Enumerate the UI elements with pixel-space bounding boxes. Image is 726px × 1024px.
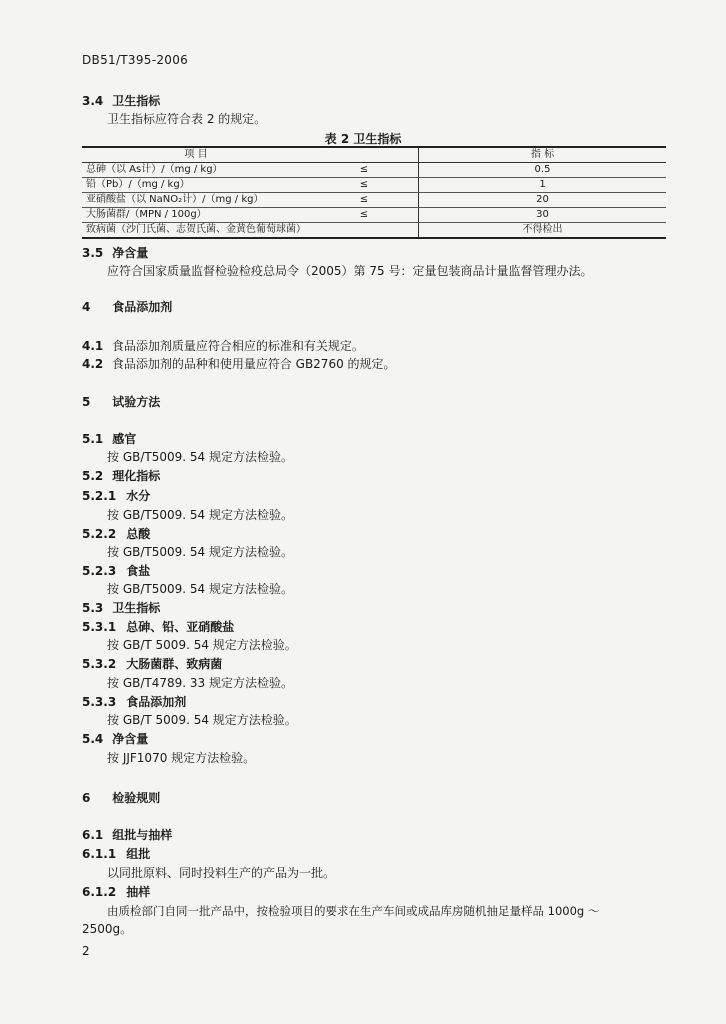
cell-operator: ≤ — [310, 193, 419, 208]
section-6-heading — [82, 789, 160, 806]
section-title: 组批 — [126, 847, 151, 861]
section-4-1 — [82, 337, 364, 354]
section-number: 5.3.3 — [82, 695, 117, 709]
section-6-1-2-body-line2: 2500g。 — [82, 922, 133, 936]
cell-item: 大肠菌群/（MPN / 100g） — [82, 208, 310, 223]
section-body: 食品添加剂质量应符合相应的标准和有关规定。 — [111, 339, 364, 353]
hygiene-index-table — [82, 146, 666, 239]
section-5-4-body: 按 JJF1070 规定方法检验。 — [107, 751, 256, 765]
section-5-4-heading — [82, 730, 148, 747]
section-5-3-heading — [82, 599, 160, 616]
header-item: 项 目 — [82, 147, 310, 163]
section-5-2-3-heading — [82, 562, 150, 579]
section-5-2-2-body: 按 GB/T5009. 54 规定方法检验。 — [107, 545, 293, 559]
section-title: 食品添加剂 — [126, 695, 187, 709]
section-3-5-heading — [82, 244, 148, 261]
section-3-5-body: 应符合国家质量监督检验检疫总局令（2005）第 75 号：定量包装商品计量监督管理办法。 — [107, 264, 593, 278]
section-6-1-heading — [82, 826, 172, 843]
section-number: 5.4 — [82, 732, 104, 746]
header-blank — [310, 147, 419, 163]
table-header-row — [82, 147, 666, 163]
section-5-3-2-body: 按 GB/T4789. 33 规定方法检验。 — [107, 676, 293, 690]
table-row — [82, 193, 666, 208]
section-number: 6.1 — [82, 828, 104, 842]
section-5-3-3-body: 按 GB/T 5009. 54 规定方法检验。 — [107, 713, 297, 727]
section-title: 卫生指标 — [112, 601, 161, 615]
section-6-1-1-heading — [82, 845, 150, 862]
section-title: 水分 — [126, 489, 151, 503]
section-title: 检验规则 — [112, 791, 161, 805]
section-6-1-2-heading — [82, 883, 150, 900]
section-5-1-body: 按 GB/T5009. 54 规定方法检验。 — [107, 450, 293, 464]
section-6-1-2-body-line1: 由质检部门自同一批产品中，按检验项目的要求在生产车间或成品库房随机抽足量样品 1000g ～ — [107, 904, 600, 918]
header-index: 指 标 — [419, 147, 667, 163]
cell-value: 0.5 — [419, 163, 667, 178]
cell-operator: ≤ — [310, 163, 419, 178]
page-number: 2 — [82, 944, 90, 958]
section-number: 4.2 — [82, 357, 104, 371]
cell-item: 铅（Pb）/（mg / kg） — [82, 178, 310, 193]
section-5-3-1-heading — [82, 618, 234, 635]
section-5-heading — [82, 393, 160, 410]
section-number: 5.2.2 — [82, 527, 117, 541]
table-row — [82, 178, 666, 193]
section-title: 净含量 — [112, 732, 149, 746]
section-number: 6.1.2 — [82, 885, 117, 899]
section-title: 卫生指标 — [112, 94, 161, 108]
section-5-2-heading — [82, 467, 160, 484]
section-5-2-1-heading — [82, 487, 150, 504]
table-row — [82, 163, 666, 178]
cell-item: 总砷（以 As计）/（mg / kg） — [82, 163, 310, 178]
table-row — [82, 223, 666, 239]
document-code: DB51/T395-2006 — [82, 53, 189, 67]
section-number: 6.1.1 — [82, 847, 117, 861]
section-4-2 — [82, 355, 396, 372]
section-title: 总酸 — [126, 527, 151, 541]
section-title: 大肠菌群、致病菌 — [126, 657, 223, 671]
section-title: 总砷、铅、亚硝酸盐 — [126, 620, 235, 634]
section-title: 食盐 — [126, 564, 151, 578]
section-number: 5.1 — [82, 432, 104, 446]
section-number: 3.5 — [82, 246, 104, 260]
section-title: 食品添加剂 — [112, 300, 173, 314]
cell-operator: ≤ — [310, 208, 419, 223]
section-3-4-heading — [82, 92, 160, 109]
section-number: 5.2.1 — [82, 489, 117, 503]
section-number: 6 — [82, 791, 91, 805]
section-5-2-3-body: 按 GB/T5009. 54 规定方法检验。 — [107, 582, 293, 596]
section-5-3-1-body: 按 GB/T 5009. 54 规定方法检验。 — [107, 638, 297, 652]
table-caption: 表 2 卫生指标 — [324, 132, 402, 146]
section-title: 理化指标 — [112, 469, 161, 483]
section-5-3-3-heading — [82, 693, 186, 710]
section-3-4-body: 卫生指标应符合表 2 的规定。 — [107, 112, 267, 126]
section-title: 净含量 — [112, 246, 149, 260]
section-number: 5.3 — [82, 601, 104, 615]
table-row — [82, 208, 666, 223]
section-5-1-heading — [82, 430, 136, 447]
section-number: 5 — [82, 395, 91, 409]
cell-value: 1 — [419, 178, 667, 193]
section-number: 5.2 — [82, 469, 104, 483]
cell-value: 30 — [419, 208, 667, 223]
section-number: 4 — [82, 300, 91, 314]
section-title: 组批与抽样 — [112, 828, 173, 842]
section-body: 食品添加剂的品种和使用量应符合 GB2760 的规定。 — [111, 357, 396, 371]
section-title: 试验方法 — [112, 395, 161, 409]
cell-item: 亚硝酸盐（以 NaNO₂计）/（mg / kg） — [82, 193, 310, 208]
section-title: 感官 — [112, 432, 137, 446]
cell-value: 20 — [419, 193, 667, 208]
section-5-2-1-body: 按 GB/T5009. 54 规定方法检验。 — [107, 508, 293, 522]
section-5-3-2-heading — [82, 655, 222, 672]
section-number: 5.3.1 — [82, 620, 117, 634]
section-number: 5.3.2 — [82, 657, 117, 671]
section-number: 5.2.3 — [82, 564, 117, 578]
section-5-2-2-heading — [82, 525, 150, 542]
section-number: 4.1 — [82, 339, 104, 353]
cell-operator: ≤ — [310, 178, 419, 193]
section-6-1-1-body: 以同批原料、同时投料生产的产品为一批。 — [107, 866, 336, 880]
section-4-heading — [82, 298, 172, 315]
section-number: 3.4 — [82, 94, 104, 108]
cell-item: 致病菌（沙门氏菌、志贺氏菌、金黄色葡萄球菌） — [82, 223, 419, 239]
section-title: 抽样 — [126, 885, 151, 899]
cell-value: 不得检出 — [419, 223, 667, 239]
